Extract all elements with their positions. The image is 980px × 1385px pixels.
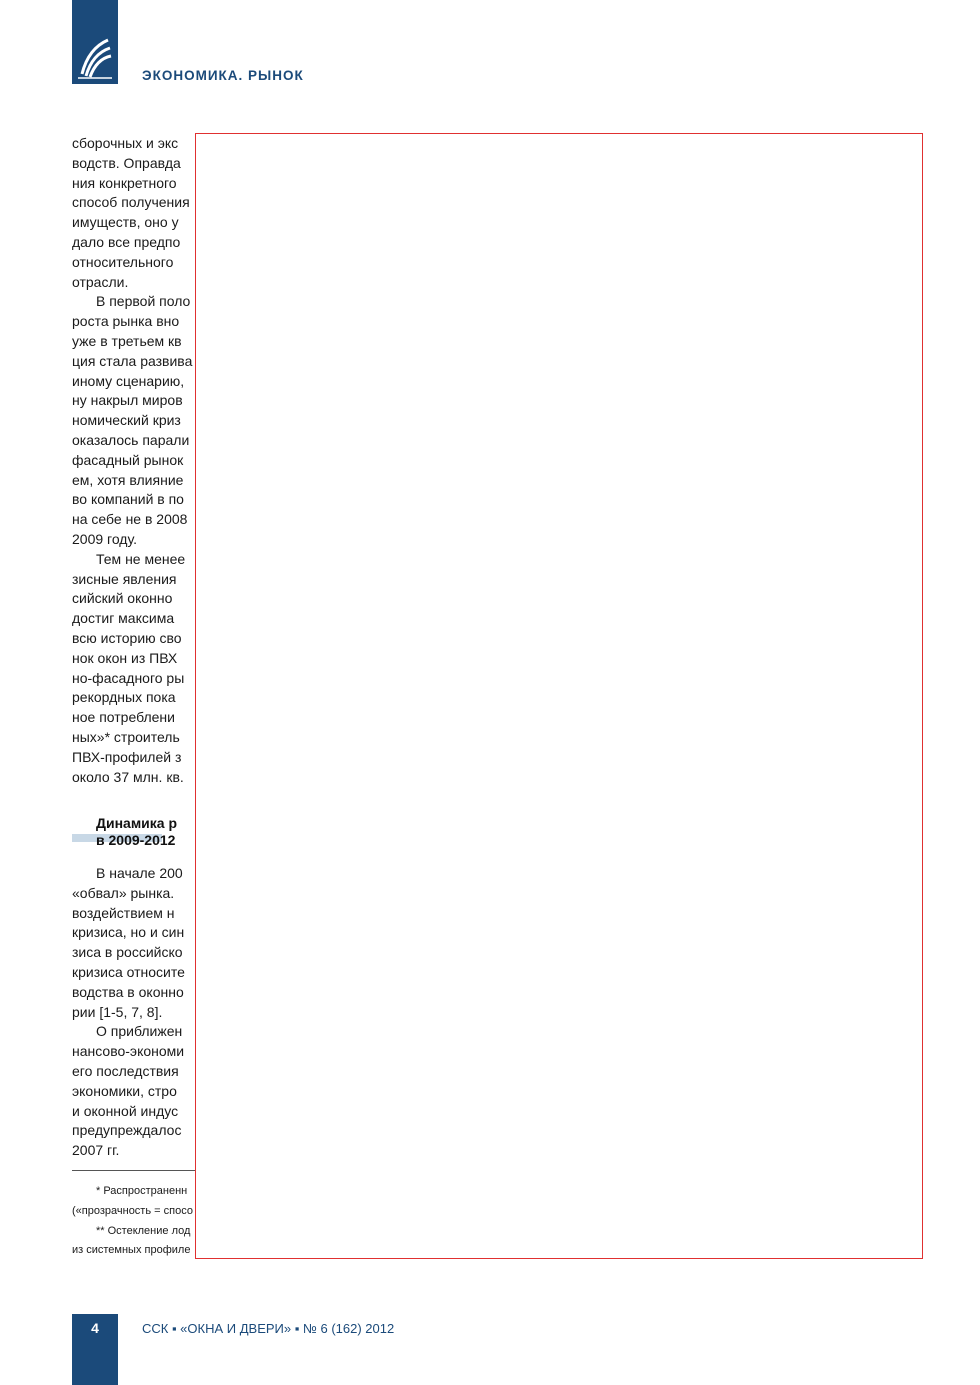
text-line: В начале 200 [96,865,183,881]
redacted-figure-region [195,133,923,1259]
text-line: 2007 гг. [72,1142,120,1159]
page-number-block [72,1314,118,1385]
text-line: предупреждалос [72,1122,182,1139]
text-line: О приближен [96,1023,183,1040]
text-line: ное потреблени [72,709,175,726]
subheading-line: в 2009-2012 [96,832,176,848]
footnotes [72,1182,212,1261]
text-line: ция стала развива [72,352,193,369]
subheading-text [96,815,177,849]
journal-footer: ССК ▪ «ОКНА И ДВЕРИ» ▪ № 6 (162) 2012 [142,1321,395,1336]
text-line: нок окон из ПВХ [72,649,178,666]
section-subheading [72,815,212,855]
text-line: роста рынка вно [72,313,180,330]
footnote-line: * Распространенн [96,1185,188,1197]
text-line: ния конкретного [72,174,177,191]
subheading-line: Динамика р [96,815,178,831]
text-line: около 37 млн. кв. [72,768,184,785]
text-line: во компаний в по [72,491,184,508]
text-line: кризиса, но и син [72,924,185,941]
text-line: рии [1-5, 7, 8]. [72,1003,163,1020]
text-line: зисные явления [72,570,177,587]
text-line: водства в оконно [72,983,184,1000]
text-line: имуществ, оно у [72,214,179,231]
section-title: ЭКОНОМИКА. РЫНОК [142,68,304,83]
text-line: способ получения [72,194,190,211]
text-line: сийский оконно [72,590,173,607]
text-line: зиса в российско [72,944,183,961]
text-line: сборочных и экс [72,135,179,151]
text-line: иному сценарию, [72,372,185,389]
header-logo-block [72,0,118,84]
footnote-divider [72,1170,212,1171]
text-line: 2009 году. [72,530,137,547]
text-line: достиг максима [72,610,175,627]
text-line: дало все предпо [72,233,181,250]
text-line: ем, хотя влияние [72,471,184,488]
text-line: но-фасадного ры [72,669,185,686]
footnote-line: («прозрачность = спосо [72,1204,193,1217]
text-line: отрасли. [72,273,129,290]
text-line: ну накрыл миров [72,392,183,409]
journal-logo-icon [76,34,114,80]
text-line: рекордных пока [72,689,176,706]
text-line: водств. Оправда [72,154,181,171]
text-line: кризиса относите [72,963,185,980]
text-line: фасадный рынок [72,451,184,468]
text-line: воздействием н [72,904,175,921]
text-line: «обвал» рынка. [72,884,175,901]
text-line: и оконной индус [72,1102,179,1119]
text-line: нансово-экономи [72,1043,185,1060]
text-line: В первой поло [96,293,191,310]
text-line: номический криз [72,412,181,429]
text-line: ных»* строитель [72,728,180,745]
text-line: его последствия [72,1062,179,1079]
text-line: оказалось парали [72,431,190,448]
text-line: всю историю сво [72,629,182,646]
text-line: ПВХ-профилей з [72,748,182,765]
page-number: 4 [91,1320,99,1336]
text-line: Тем не менее [96,550,186,567]
footnote-line: из системных профиле [72,1244,191,1257]
body-column-1 [72,134,212,787]
text-line: экономики, стро [72,1082,177,1099]
text-line: уже в третьем кв [72,332,182,349]
footnote-line: ** Остекление лод [96,1224,191,1237]
body-column-2 [72,864,212,1161]
text-line: на себе не в 2008 [72,511,188,528]
text-line: относительного [72,253,174,270]
